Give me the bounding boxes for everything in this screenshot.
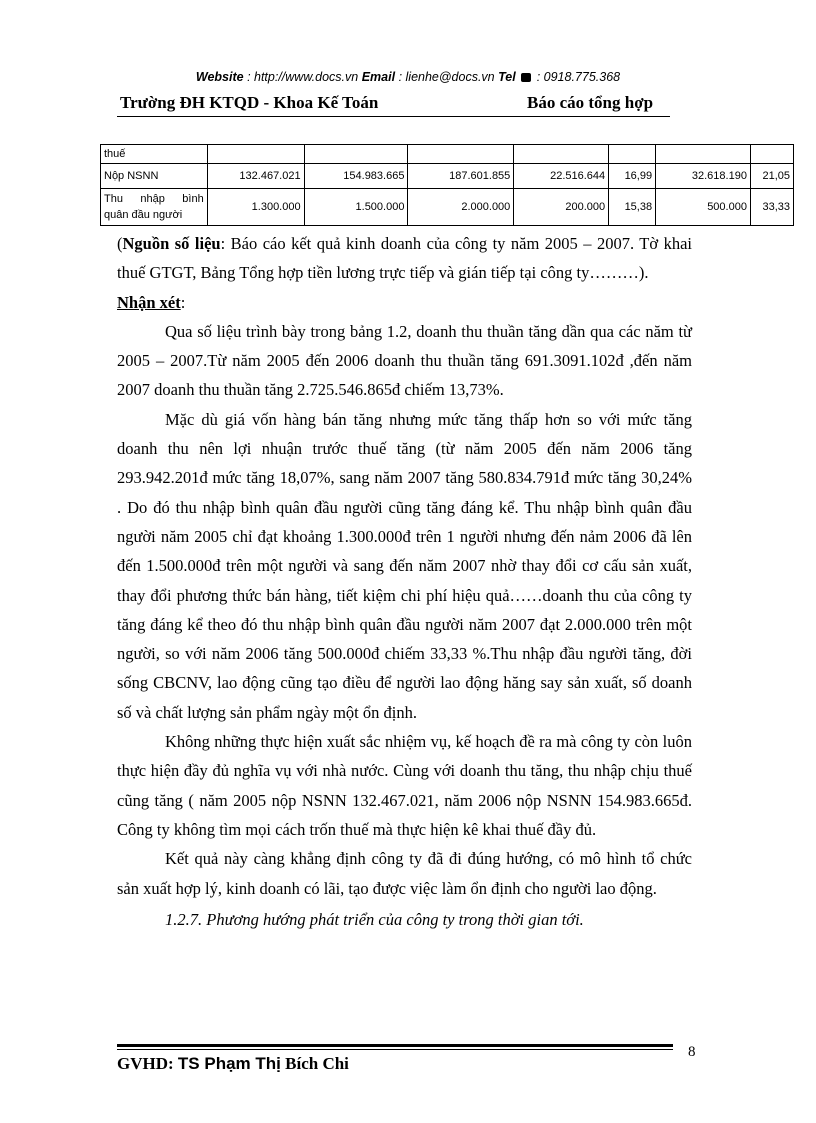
table-cell: 500.000 bbox=[656, 189, 751, 226]
row-label: Nộp NSNN bbox=[101, 164, 208, 189]
table-cell: 33,33 bbox=[750, 189, 793, 226]
page-number: 8 bbox=[688, 1044, 696, 1060]
advisor-line bbox=[117, 1054, 349, 1074]
summary-table bbox=[100, 144, 794, 226]
table-cell bbox=[304, 145, 408, 164]
row-label-line1: Thu nhập bình bbox=[104, 193, 204, 205]
section-heading: 1.2.7. Phương hướng phát triển của công ty trong thời gian tới. bbox=[165, 909, 584, 929]
table-cell bbox=[750, 145, 793, 164]
table-cell: 21,05 bbox=[750, 164, 793, 189]
website-url[interactable]: : http://www.docs.vn bbox=[247, 70, 359, 84]
table-row bbox=[101, 164, 794, 189]
email-label: Email bbox=[361, 70, 396, 84]
school-name: Trường ĐH KTQD - Khoa Kế Toán bbox=[120, 93, 379, 112]
table-cell: 32.618.190 bbox=[656, 164, 751, 189]
tel-label: Tel bbox=[498, 70, 516, 84]
remark-heading: Nhận xét: bbox=[117, 292, 186, 312]
table-row bbox=[101, 189, 794, 226]
header-divider bbox=[117, 116, 670, 117]
body-text bbox=[117, 229, 692, 934]
table-cell: 1.500.000 bbox=[304, 189, 408, 226]
source-note: (Nguồn số liệu: Báo cáo kết quả kinh doanh của công ty năm 2005 – 2007. Tờ khai thuế GTGT, Bảng Tổng hợp tiền lương trực tiếp và gián tiếp tại công ty………). bbox=[117, 234, 693, 283]
paragraph: Qua số liệu trình bày trong bảng 1.2, doanh thu thuần tăng dần qua các năm từ 2005 – 2007.Từ năm 2005 đến 2006 doanh thu thuần tăng 691.3091.102đ ,đến năm 2007 doanh thu thuần tăng 2.725.546.865đ chiếm 13,73%. bbox=[117, 321, 692, 400]
row-label-line2: quân đầu người bbox=[104, 209, 183, 221]
paragraph: Mặc dù giá vốn hàng bán tăng nhưng mức tăng thấp hơn so với mức tăng doanh thu nên lợi nhuận trước thuế tăng (từ năm 2005 đến năm 2006 tăng 293.942.201đ mức tăng 18,07%, sang năm 2007 tăng 580.834.791đ mức tăng 30,24% . Do đó thu nhập bình quân đầu người cũng tăng đáng kể. Thu nhập bình quân đầu người năm 2005 chỉ đạt khoảng 1.300.000đ trên 1 người nhưng đến nảm 2006 đã lên đến 1.500.000đ trên một người và sang đến năm 2007 nhờ thay đổi cơ cấu sản xuất, thay đổi phương thức bán hàng, tiết kiệm chi phí hiệu quả……doanh thu của công ty tăng đáng kể theo đó thu nhập bình quân đầu người năm 2007 đạt 2.000.000 trên một người, so với năm 2006 tăng 500.000đ chiếm 33,33 %.Thu nhập đầu người tăng, đời sống CBCNV, lao động cũng tạo điều để người lao động hăng say sản xuất, số doanh số và chất lượng sản phẩm ngày một ổn định. bbox=[117, 409, 692, 722]
table-cell: 200.000 bbox=[514, 189, 609, 226]
advisor-name-part2: Bích Chi bbox=[285, 1054, 349, 1073]
gvhd-label: GVHD: bbox=[117, 1054, 174, 1073]
table-cell bbox=[408, 145, 514, 164]
advisor-name-part1: TS Phạm Thị bbox=[177, 1054, 281, 1073]
footer-divider-thick bbox=[117, 1044, 673, 1047]
tel-value: : 0918.775.368 bbox=[536, 70, 621, 84]
footer-divider-thin bbox=[117, 1049, 673, 1050]
website-line bbox=[0, 70, 816, 84]
table-cell bbox=[656, 145, 751, 164]
phone-icon bbox=[521, 73, 531, 82]
table-cell: 187.601.855 bbox=[408, 164, 514, 189]
row-label: thuế bbox=[101, 145, 208, 164]
report-title: Báo cáo tổng hợp bbox=[527, 93, 654, 112]
paragraph: Kết quả này càng khẳng định công ty đã đi đúng hướng, có mô hình tổ chức sản xuất hợp lý, kinh doanh có lãi, tạo được việc làm ổn định cho người lao động. bbox=[117, 849, 692, 898]
table-row bbox=[101, 145, 794, 164]
table-cell: 154.983.665 bbox=[304, 164, 408, 189]
email-value[interactable]: : lienhe@docs.vn bbox=[398, 70, 495, 84]
table-cell bbox=[514, 145, 609, 164]
table-cell: 15,38 bbox=[609, 189, 656, 226]
table-cell: 1.300.000 bbox=[207, 189, 304, 226]
table-cell: 132.467.021 bbox=[207, 164, 304, 189]
paragraph: Không những thực hiện xuất sắc nhiệm vụ, kế hoạch đề ra mà công ty còn luôn thực hiện đầy đủ nghĩa vụ với nhà nước. Cùng với doanh thu tăng, thu nhập chịu thuế cũng tăng ( năm 2005 nộp NSNN 132.467.021, năm 2006 nộp NSNN 154.983.665đ. Công ty không tìm mọi cách trốn thuế mà thực hiện kê khai thuế đầy đủ. bbox=[117, 732, 692, 839]
table-cell bbox=[207, 145, 304, 164]
table-cell bbox=[609, 145, 656, 164]
table-cell: 16,99 bbox=[609, 164, 656, 189]
row-label bbox=[101, 189, 208, 226]
source-text: : Báo cáo kết quả kinh doanh của công ty năm 2005 – 2007. Tờ khai thuế GTGT, Bảng Tổng hợp tiền lương trực tiếp và gián tiếp tại công ty………). bbox=[117, 234, 693, 283]
table-cell: 22.516.644 bbox=[514, 164, 609, 189]
source-label: Nguồn số liệu bbox=[122, 234, 221, 253]
remark-label: Nhận xét bbox=[117, 292, 181, 312]
website-label: Website bbox=[195, 70, 244, 84]
table-cell: 2.000.000 bbox=[408, 189, 514, 226]
